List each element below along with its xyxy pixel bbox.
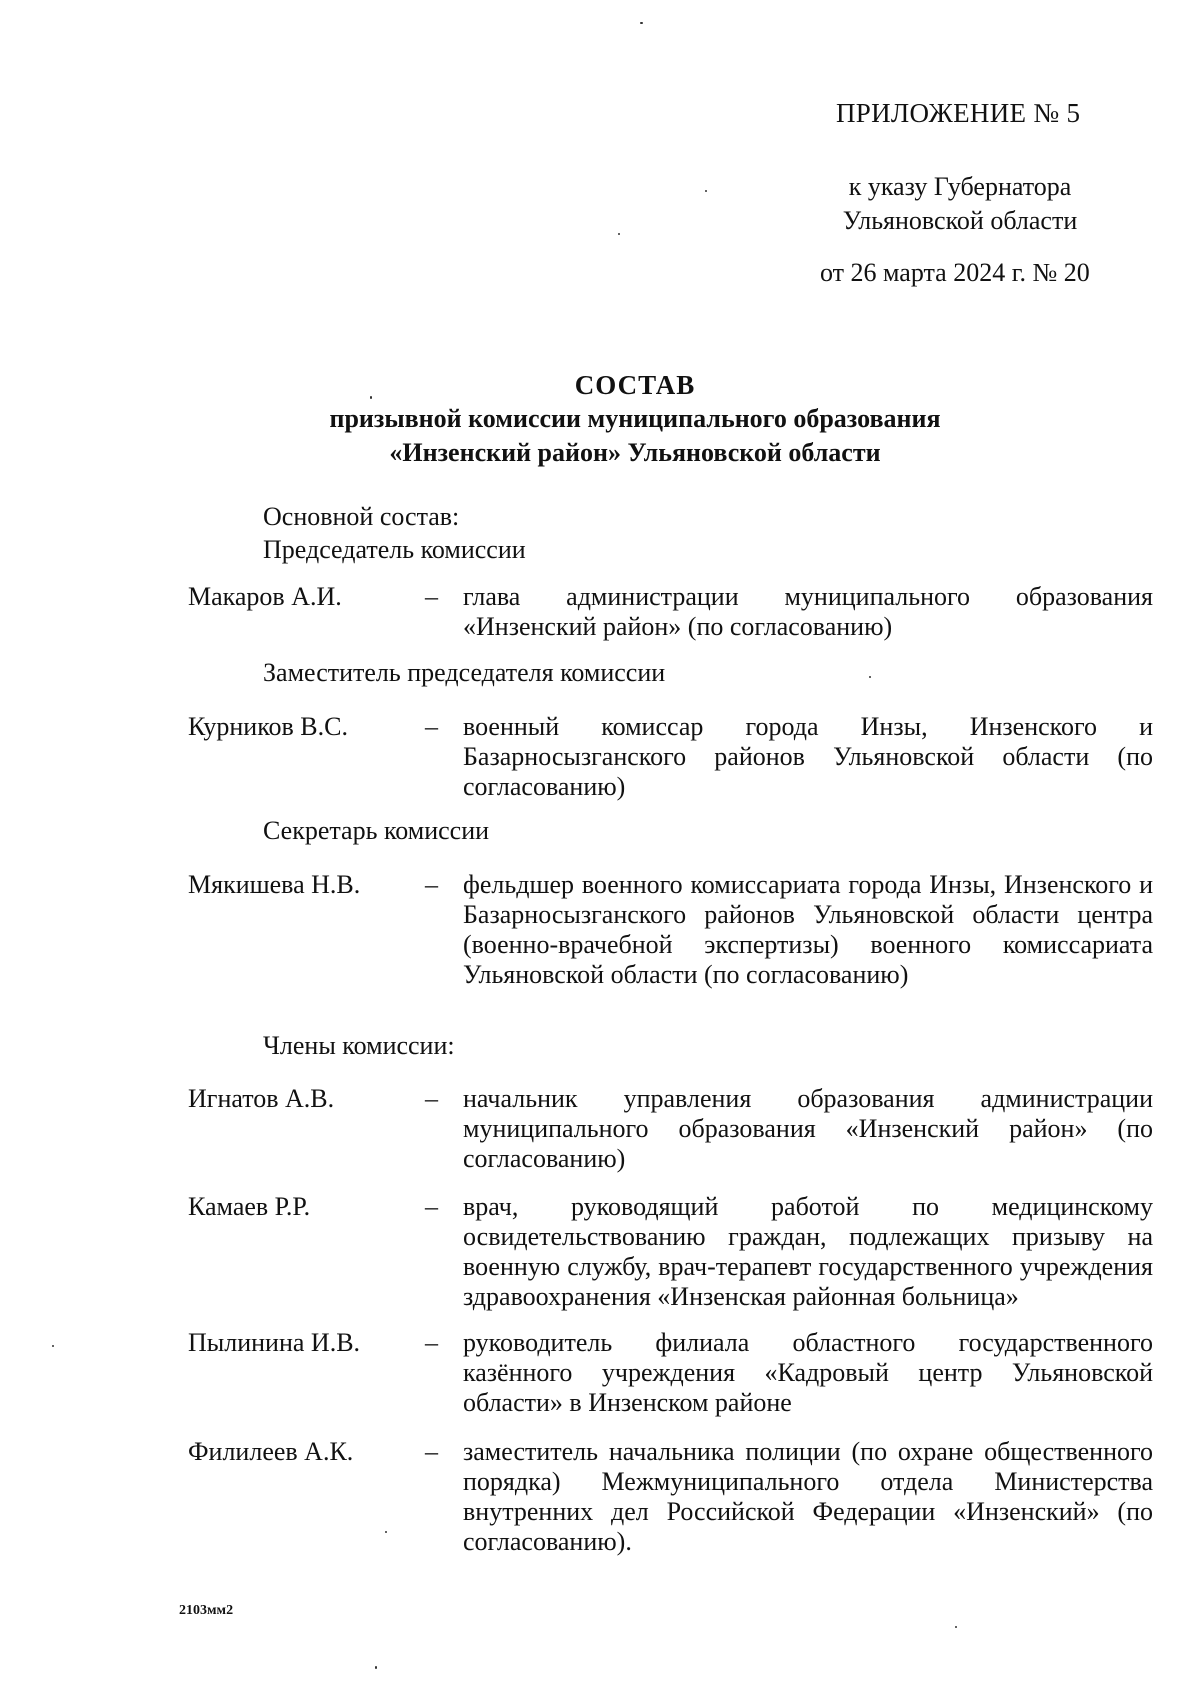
member-role: глава администрации муниципального образования «Инзенский район» (по согласованию) bbox=[463, 582, 1153, 641]
member-role: руководитель филиала областного государственного казённого учреждения «Кадровый центр Ульяновской области» в Инзенском районе bbox=[463, 1328, 1153, 1417]
heading-deputy: Заместитель председателя комиссии bbox=[263, 658, 666, 687]
member-role: военный комиссар города Инзы, Инзенского и Базарносызганского районов Ульяновской области (по согласованию) bbox=[463, 712, 1153, 801]
appendix-title: ПРИЛОЖЕНИЕ № 5 bbox=[836, 98, 1081, 128]
member-dash: – bbox=[425, 1192, 438, 1221]
scan-speck bbox=[869, 676, 871, 678]
member-name: Пылинина И.В. bbox=[188, 1328, 361, 1357]
member-role: начальник управления образования администрации муниципального образования «Инзенский район» (по согласованию) bbox=[463, 1084, 1153, 1173]
appendix-reference bbox=[829, 170, 1091, 238]
member-name: Игнатов А.В. bbox=[188, 1084, 335, 1113]
title-line3: «Инзенский район» Ульяновской области bbox=[389, 438, 881, 467]
appendix-header bbox=[0, 98, 1200, 298]
member-role: заместитель начальника полиции (по охране общественного порядка) Межмуниципального отдела Министерства внутренних дел Российской Федерации «Инзенский» (по согласованию). bbox=[463, 1437, 1153, 1556]
footer-code: 2103мм2 bbox=[179, 1603, 234, 1618]
member-name: Мякишева Н.В. bbox=[188, 870, 361, 899]
member-name: Камаев Р.Р. bbox=[188, 1192, 311, 1221]
scan-speck bbox=[640, 22, 643, 24]
member-role: врач, руководящий работой по медицинскому освидетельствованию граждан, подлежащих призыву на военную службу, врач-терапевт государственного учреждения здравоохранения «Инзенская районная больница» bbox=[463, 1192, 1153, 1311]
scan-speck bbox=[955, 1626, 957, 1628]
scan-speck bbox=[385, 1531, 387, 1533]
member-dash: – bbox=[425, 1437, 438, 1466]
member-dash: – bbox=[425, 582, 438, 611]
appendix-ref-line1: к указу Губернатора bbox=[848, 172, 1072, 201]
member-dash: – bbox=[425, 1328, 438, 1357]
scan-speck bbox=[52, 1345, 54, 1347]
heading-chairman: Председатель комиссии bbox=[263, 535, 526, 564]
scan-speck bbox=[370, 396, 372, 399]
member-name: Курников В.С. bbox=[188, 712, 348, 741]
scan-speck bbox=[375, 1666, 377, 1669]
scan-speck bbox=[618, 233, 620, 235]
heading-members: Члены комиссии: bbox=[263, 1031, 455, 1060]
member-name: Филилеев А.К. bbox=[188, 1437, 354, 1466]
heading-secretary: Секретарь комиссии bbox=[263, 816, 490, 845]
appendix-date: от 26 марта 2024 г. № 20 bbox=[820, 258, 1090, 287]
appendix-ref-line2: Ульяновской области bbox=[842, 206, 1078, 235]
member-dash: – bbox=[425, 870, 438, 899]
title-main: СОСТАВ bbox=[574, 370, 696, 400]
member-name: Макаров А.И. bbox=[188, 582, 342, 611]
heading-main-composition: Основной состав: bbox=[263, 502, 460, 531]
document-title bbox=[0, 368, 1200, 470]
member-dash: – bbox=[425, 712, 438, 741]
member-role: фельдшер военного комиссариата города Инзы, Инзенского и Базарносызганского районов Ульяновской области центра (военно-врачебной экспертизы) военного комиссариата Ульяновской области (по согласованию) bbox=[463, 870, 1153, 989]
title-line2: призывной комиссии муниципального образования bbox=[329, 404, 941, 433]
scan-speck bbox=[705, 190, 707, 192]
member-dash: – bbox=[425, 1084, 438, 1113]
